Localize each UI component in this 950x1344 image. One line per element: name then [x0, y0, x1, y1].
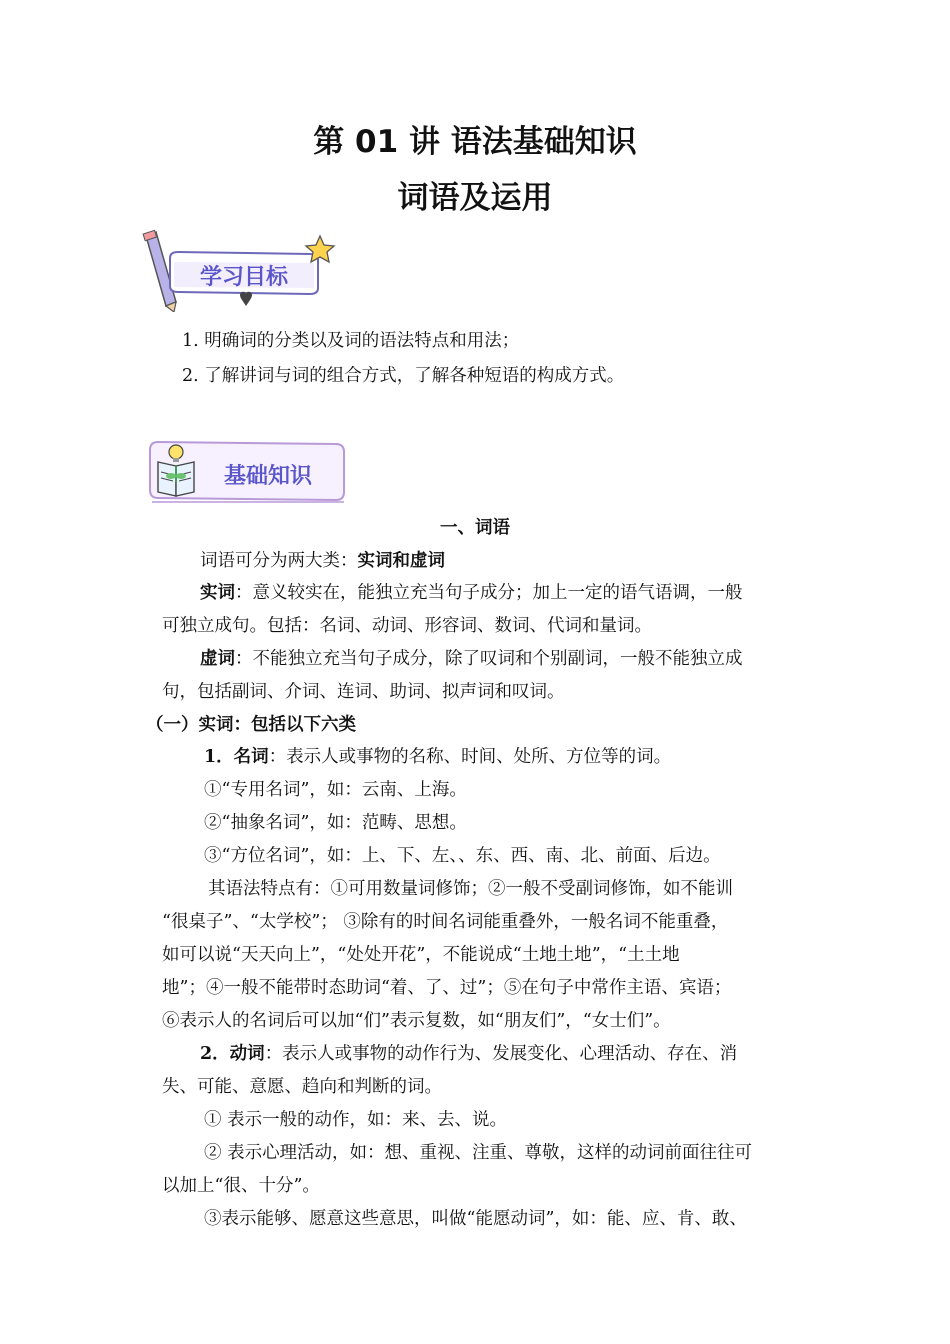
shici-text: ：意义较实在，能独立充当句子成分；加上一定的语气语调，一般 — [235, 583, 743, 603]
basics-badge — [146, 438, 351, 506]
noun-item: ③“方位名词”，如：上、下、左、、东、西、南、北、前面、后边。 — [204, 846, 721, 866]
verb-item: ③表示能够、愿意这些意思，叫做“能愿动词”，如：能、应、肯、敢、 — [204, 1209, 747, 1229]
verb-item: ① 表示一般的动作，如：来、去、说。 — [204, 1110, 508, 1130]
verb-def-text: ：表示人或事物的动作行为、发展变化、心理活动、存在、消 — [264, 1044, 738, 1064]
shici-line-1 — [200, 581, 743, 605]
noun-label: 1．名词 — [204, 747, 269, 767]
xuci-label: 虚词 — [200, 649, 235, 669]
intro-line — [200, 549, 445, 573]
verb-def-2: 失、可能、意愿、趋向和判断的词。 — [162, 1077, 442, 1097]
shici-line-2: 可独立成句。包括：名词、动词、形容词、数词、代词和量词。 — [162, 616, 652, 636]
goal-item: 1. 明确词的分类以及词的语法特点和用法； — [182, 331, 520, 351]
goals-badge-label: 学习目标 — [199, 265, 289, 290]
page-subtitle: 词语及运用 — [397, 180, 553, 216]
noun-feature-line: ⑥表示人的名词后可以加“们”表示复数，如“朋友们”，“女士们”。 — [162, 1011, 671, 1031]
noun-def — [204, 745, 671, 769]
xuci-text: ：不能独立充当句子成分，除了叹词和个别副词，一般不能独立成 — [235, 649, 743, 669]
noun-item: ②“抽象名词”，如：范畴、思想。 — [204, 813, 467, 833]
xuci-line-1 — [200, 647, 743, 671]
section-title: 一、词语 — [440, 518, 510, 538]
noun-feature-line: “很桌子”、“太学校”； ③除有的时间名词能重叠外，一般名词不能重叠， — [162, 912, 729, 932]
noun-def-text: ：表示人或事物的名称、时间、处所、方位等的词。 — [268, 747, 672, 767]
noun-feature-line: 地”；④一般不能带时态助词“着、了、过”；⑤在句子中常作主语、宾语； — [162, 978, 732, 998]
noun-feature-line: 其语法特点有：①可用数量词修饰；②一般不受副词修饰，如不能训 — [208, 879, 733, 899]
verb-item: ② 表示心理活动，如：想、重视、注重、尊敬，这样的动词前面往往可 — [204, 1143, 753, 1163]
basics-badge-label: 基础知识 — [223, 464, 313, 489]
intro-bold: 实词和虚词 — [357, 551, 445, 571]
shici-label: 实词 — [200, 583, 235, 603]
verb-def-1 — [200, 1042, 737, 1066]
goal-item: 2. 了解讲词与词的组合方式，了解各种短语的构成方式。 — [182, 366, 625, 386]
goals-badge — [140, 228, 340, 312]
page-title: 第 01 讲 语法基础知识 — [313, 124, 637, 160]
verb-item: 以加上“很、十分”。 — [162, 1176, 320, 1196]
noun-item: ①“专用名词”，如：云南、上海。 — [204, 780, 467, 800]
noun-feature-line: 如可以说“天天向上”，“处处开花”，不能说成“土地土地”，“土土地 — [162, 945, 680, 965]
xuci-line-2: 句，包括副词、介词、连词、助词、拟声词和叹词。 — [162, 682, 565, 702]
verb-label: 2．动词 — [200, 1044, 265, 1064]
sub-heading: （一）实词：包括以下六类 — [146, 715, 356, 735]
intro-prefix: 词语可分为两大类： — [200, 551, 358, 571]
